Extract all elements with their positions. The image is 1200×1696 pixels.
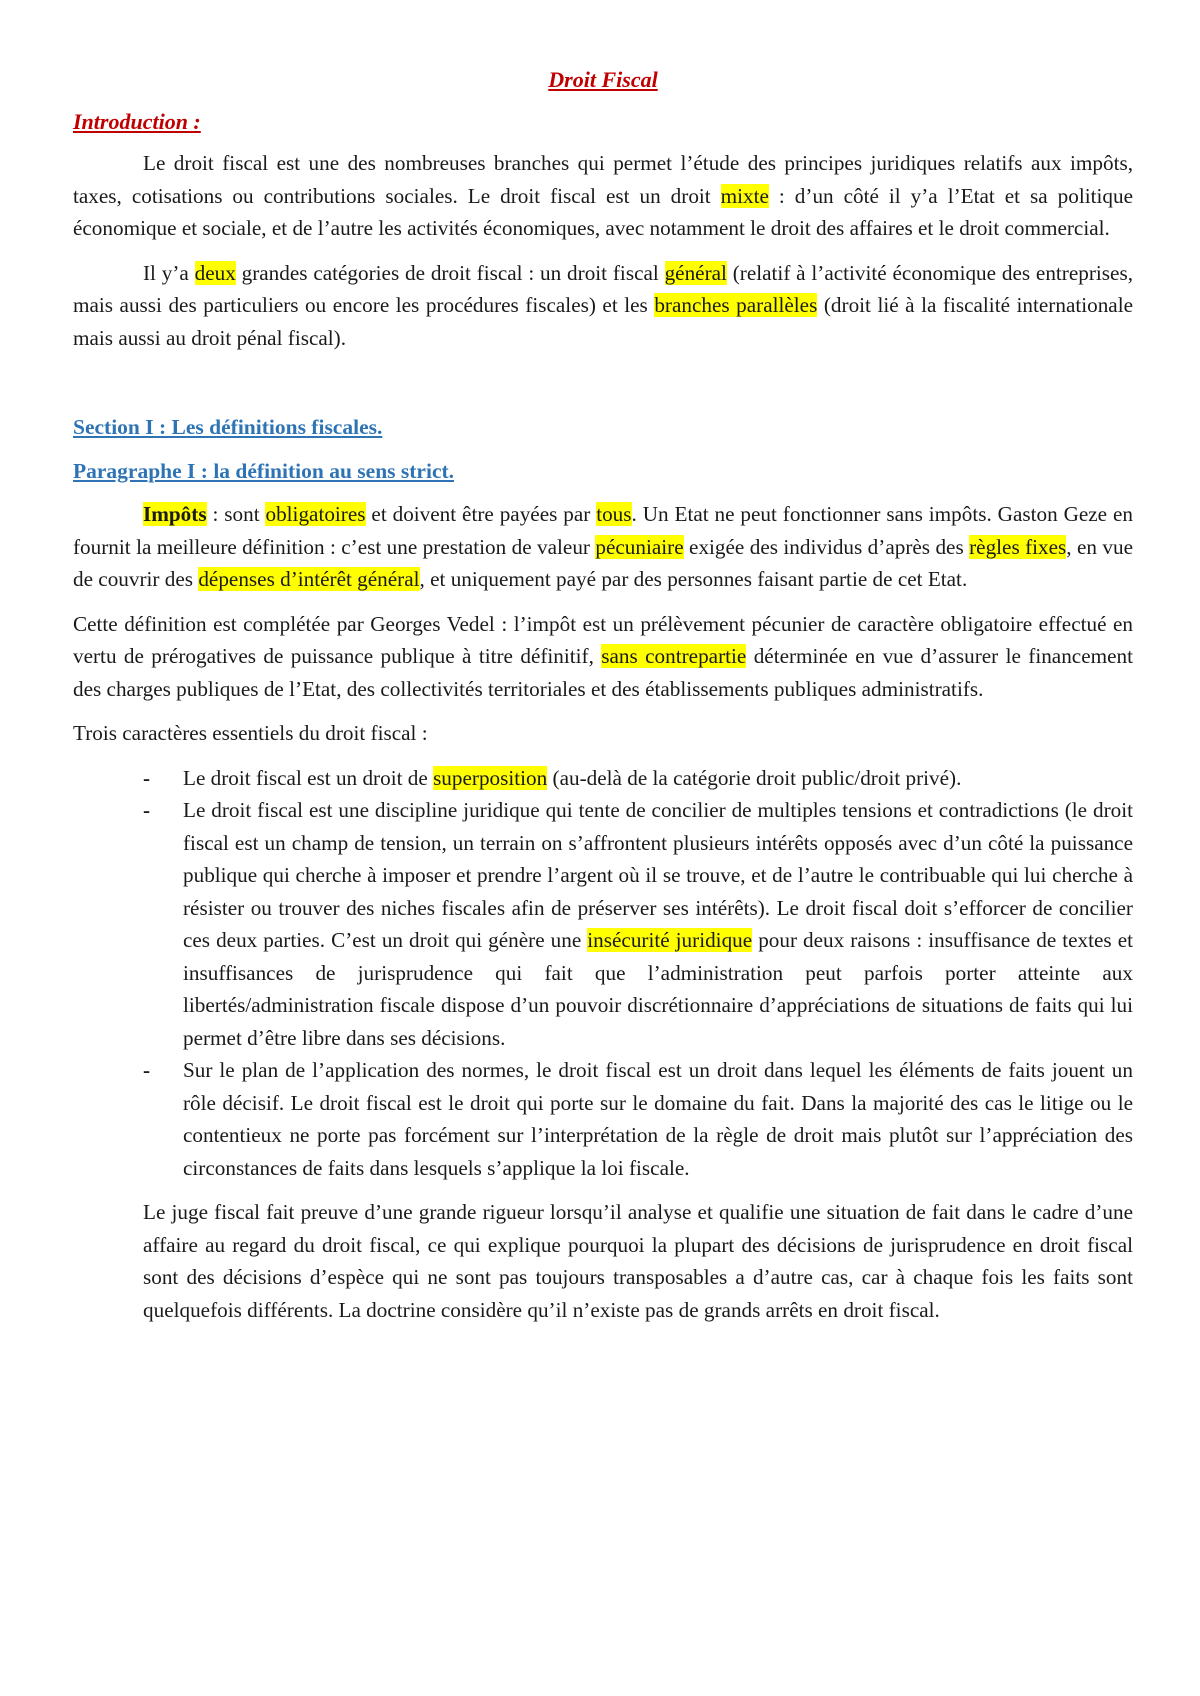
highlighted-term: pécuniaire [595,534,684,559]
document-page [73,64,1133,1338]
highlighted-term: insécurité juridique [587,928,753,952]
dash-bullet: - [143,1058,151,1082]
highlighted-term-bold: Impôts [143,502,207,526]
paragraph-heading: Paragraphe I : la définition au sens strict. [73,458,455,483]
text-run: Le droit fiscal est une des nombreuses branches qui permet l’étude des principes juridiques relatifs aux impôts, taxes, cotisations ou contributions sociales. Le droit fiscal est un droit [73,151,1133,208]
highlighted-term: dépenses d’intérêt général [198,567,420,591]
text-run: exigée des individus d’après des [683,534,970,559]
highlighted-term: règles fixes [969,534,1067,559]
list-item [73,762,1133,795]
text-run: : d’un côté il y’a l’Etat et sa politique économique et sociale, et de l’autre les activités économiques, avec notamment le droit des affaires et le droit commercial. [73,183,1133,240]
characteristics-list [73,762,1133,1185]
text-run: Le droit fiscal est une discipline juridique qui tente de concilier de multiples tensions et contradictions (le droit fiscal est un champ de tension, un terrain on s’affrontent plusieurs intérêts opposés avec d’un côté la puissance publique qui cherche à imposer et prendre l’argent où il se trouve, et de l’autre le contribuable qui lui cherche à résister ou trouver des niches fiscales afin de préserver ses intérêts). Le droit fiscal doit s’efforcer de concilier ces deux parties. C’est un droit qui génère une [183,798,1133,952]
highlighted-term: obligatoires [265,502,366,526]
text-run: , en vue de couvrir des [73,534,1134,591]
highlighted-term: tous [596,502,632,526]
text-run: Sur le plan de l’application des normes, le droit fiscal est un droit dans lequel les éléments de faits jouent un rôle décisif. Le droit fiscal est le droit qui porte sur le domaine du fait. Dans la majorité des cas le litige ou le contentieux ne porte pas forcément sur l’interprétation de la règle de droit mais plutôt sur l’appréciation des circonstances de faits dans lesquels s’applique la loi fiscale. [183,1058,1133,1180]
closing-paragraph: Le juge fiscal fait preuve d’une grande rigueur lorsqu’il analyse et qualifie une situation de fait dans le cadre d’une affaire au regard du droit fiscal, ce qui explique pourquoi la plupart des décisions de jurisprudence en droit fiscal sont des décisions d’espèce qui ne sont pas toujours transposables a d’autre cas, car à chaque fois les faits sont quelquefois différents. La doctrine considère qu’il n’existe pas de grands arrêts en droit fiscal. [143,1200,1133,1322]
text-run: (relatif à l’activité économique des entreprises, mais aussi des particuliers ou encore les procédures fiscales) et les [73,260,1133,317]
highlighted-term: général [664,260,727,285]
highlighted-term: mixte [720,183,769,208]
text-run: : sont [206,502,266,526]
highlighted-term: superposition [433,765,548,790]
impots-paragraph [73,498,1133,596]
text-run: . Un Etat ne peut fonctionner sans impôts. Gaston Geze en fournit la meilleure définition : c’est une prestation de valeur [73,502,1133,559]
text-run: Le droit fiscal est un droit de [183,765,434,790]
list-item [73,1054,1133,1184]
text-run: et doivent être payées par [365,502,597,526]
highlighted-term: sans contrepartie [601,644,747,668]
section-heading: Section I : Les définitions fiscales. [73,415,383,439]
list-item [73,794,1133,1054]
dash-bullet: - [143,798,151,822]
document-title: Droit Fiscal [548,67,658,92]
introduction-heading: Introduction : [73,108,201,134]
text-run: Il y’a [143,260,195,285]
spacer [73,366,1133,411]
text-run: , et uniquement payé par des personnes faisant partie de cet Etat. [419,567,968,591]
trois-caracteres-paragraph: Trois caractères essentiels du droit fiscal : [73,721,428,745]
text-run: grandes catégories de droit fiscal : un droit fiscal [235,260,665,285]
highlighted-term: deux [194,260,236,285]
intro-paragraph-2 [73,257,1133,355]
highlighted-term: branches parallèles [654,293,818,317]
text-run: déterminée en vue d’assurer le financement des charges publiques de l’Etat, des collectivités territoriales et des établissements publiques administratifs. [73,644,1133,701]
intro-paragraph-1 [73,147,1133,245]
text-run: pour deux raisons : insuffisance de textes et insuffisances de jurisprudence qui fait que l’administration peut parfois porter atteinte aux libertés/administration fiscale dispose d’un pouvoir discrétionnaire d’appréciations de situations de faits qui lui permet d’être libre dans ses décisions. [183,928,1133,1050]
text-run: (au-delà de la catégorie droit public/droit privé). [547,765,962,790]
vedel-paragraph [73,608,1133,706]
text-run: Cette définition est complétée par Georges Vedel : l’impôt est un prélèvement pécunier de caractère obligatoire effectué en vertu de prérogatives de puissance publique à titre définitif, [73,611,1133,668]
dash-bullet: - [143,765,151,790]
text-run: (droit lié à la fiscalité internationale mais aussi au droit pénal fiscal). [73,293,1133,350]
